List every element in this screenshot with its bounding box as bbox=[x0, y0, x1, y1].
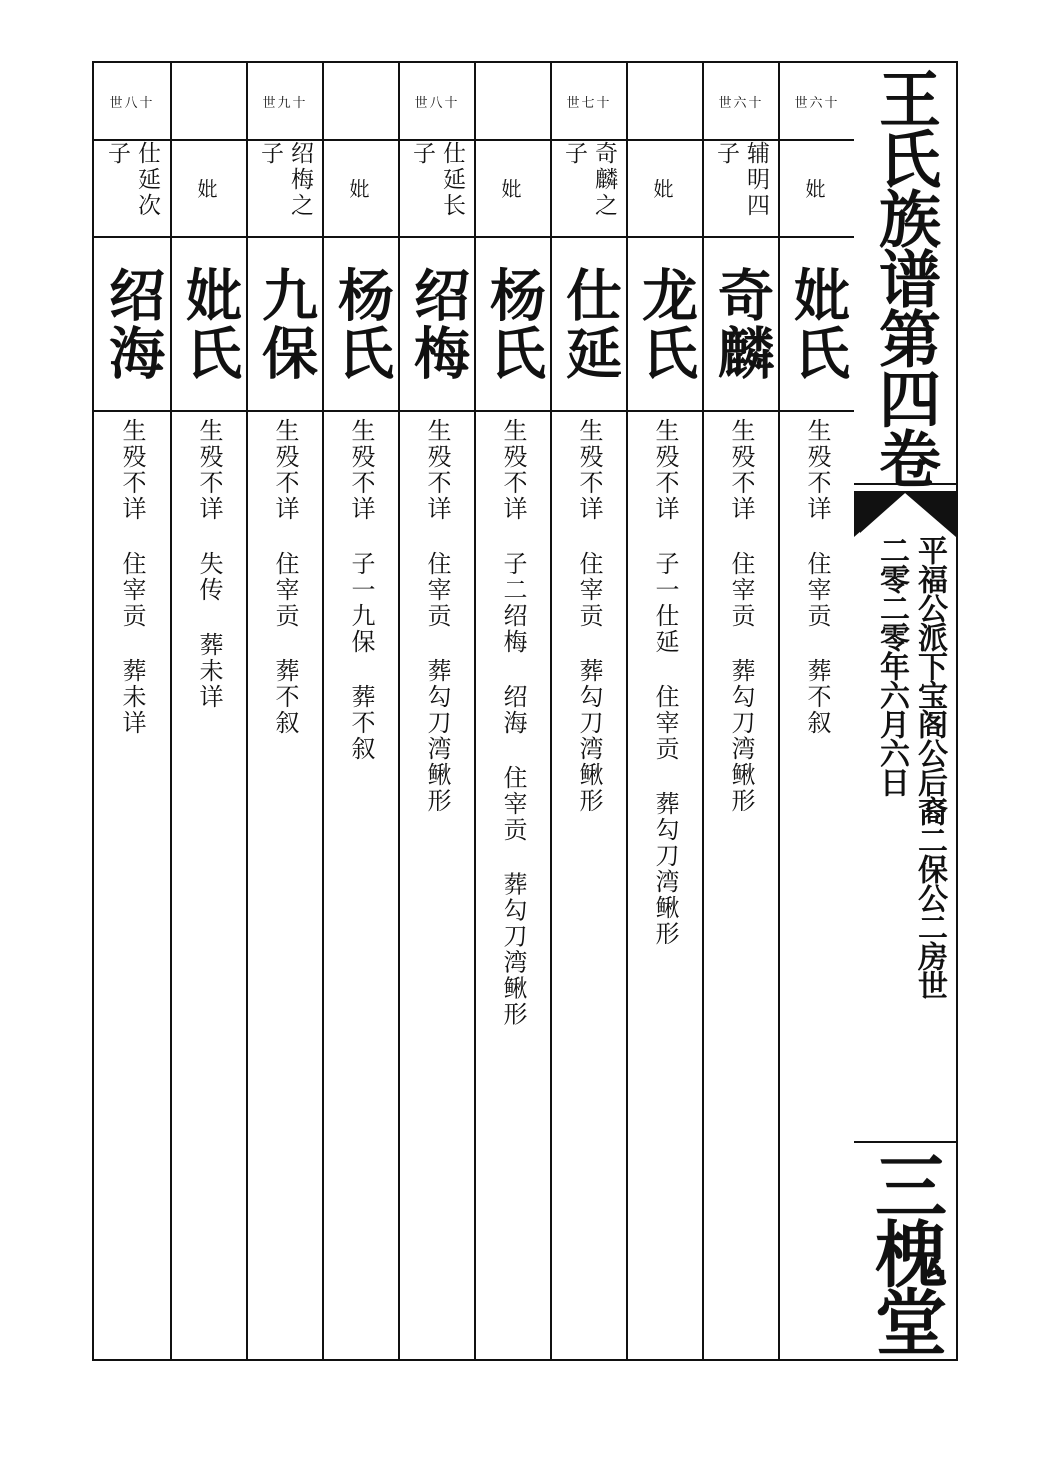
relation-text: 妣 bbox=[501, 176, 525, 201]
relation-cell bbox=[704, 141, 778, 238]
person-name: 杨氏 bbox=[481, 266, 546, 382]
person-detail bbox=[476, 418, 550, 1359]
person-detail-text: 生殁不详 子一仕延 住宰贡 葬勾刀湾鳅形 bbox=[651, 418, 679, 947]
person-detail-text: 生殁不详 住宰贡 葬勾刀湾鳅形 bbox=[423, 418, 451, 814]
person-name: 九保 bbox=[253, 266, 318, 382]
relation-cell bbox=[628, 141, 702, 238]
person-name-cell bbox=[780, 238, 854, 412]
generation-label bbox=[324, 63, 398, 141]
person-name: 奇麟 bbox=[709, 266, 774, 382]
person-detail bbox=[704, 418, 778, 1359]
person-name: 妣氏 bbox=[177, 266, 242, 382]
person-detail-text: 生殁不详 住宰贡 葬不叙 bbox=[803, 418, 831, 736]
genealogy-column bbox=[778, 63, 854, 1359]
person-detail-text: 生殁不详 住宰贡 葬不叙 bbox=[271, 418, 299, 736]
relation-cell bbox=[172, 141, 246, 238]
title-panel bbox=[854, 63, 956, 1359]
person-detail bbox=[628, 418, 702, 1359]
person-detail bbox=[400, 418, 474, 1359]
person-name-cell bbox=[476, 238, 550, 412]
divider bbox=[854, 483, 956, 485]
subtitle-line-1: 平福公派下宝阁公后裔二保公二房世 bbox=[912, 535, 947, 999]
relation-text: 妣 bbox=[805, 176, 829, 201]
relation-text: 奇麟之子 bbox=[561, 141, 617, 219]
relation-cell bbox=[552, 141, 626, 238]
generation-label bbox=[628, 63, 702, 141]
generation-label: 世八十 bbox=[94, 63, 170, 141]
person-detail-text: 生殁不详 子二绍梅 绍海 住宰贡 葬勾刀湾鳅形 bbox=[499, 418, 527, 1028]
black-chevron-ornament bbox=[854, 493, 956, 539]
relation-text: 仕延长子 bbox=[409, 141, 465, 219]
generation-label bbox=[476, 63, 550, 141]
relation-cell bbox=[780, 141, 854, 238]
person-name: 妣氏 bbox=[785, 266, 850, 382]
person-detail bbox=[172, 418, 246, 1359]
subtitle-line-2: 二零二零年六月六日 bbox=[874, 535, 909, 796]
genealogy-column bbox=[550, 63, 626, 1359]
generation-label: 世六十 bbox=[780, 63, 854, 141]
relation-text: 妣 bbox=[653, 176, 677, 201]
person-detail-text: 生殁不详 住宰贡 葬未详 bbox=[118, 418, 146, 736]
genealogy-column bbox=[626, 63, 702, 1359]
relation-text: 辅明四子 bbox=[713, 141, 769, 219]
genealogy-column bbox=[474, 63, 550, 1359]
person-name-cell bbox=[628, 238, 702, 412]
person-name: 绍海 bbox=[100, 266, 165, 382]
genealogy-column bbox=[702, 63, 778, 1359]
person-name: 龙氏 bbox=[633, 266, 698, 382]
relation-text: 妣 bbox=[349, 176, 373, 201]
person-name: 杨氏 bbox=[329, 266, 394, 382]
hall-name bbox=[854, 1149, 956, 1359]
book-title bbox=[854, 67, 956, 487]
divider bbox=[854, 1141, 956, 1143]
person-detail bbox=[324, 418, 398, 1359]
generation-label: 世七十 bbox=[552, 63, 626, 141]
relation-cell bbox=[400, 141, 474, 238]
person-detail bbox=[780, 418, 854, 1359]
book-title-text: 王氏族谱第四卷 bbox=[868, 67, 942, 487]
relation-cell bbox=[248, 141, 322, 238]
genealogy-page-frame bbox=[92, 61, 958, 1361]
generation-label: 世九十 bbox=[248, 63, 322, 141]
person-name-cell bbox=[172, 238, 246, 412]
person-detail bbox=[94, 418, 170, 1359]
person-detail-text: 生殁不详 住宰贡 葬勾刀湾鳅形 bbox=[575, 418, 603, 814]
generation-label: 世六十 bbox=[704, 63, 778, 141]
person-detail-text: 生殁不详 失传 葬未详 bbox=[195, 418, 223, 710]
subtitle-block bbox=[872, 535, 948, 1095]
person-name-cell bbox=[552, 238, 626, 412]
person-name: 仕延 bbox=[557, 266, 622, 382]
person-detail-text: 生殁不详 子一九保 葬不叙 bbox=[347, 418, 375, 762]
generation-label: 世八十 bbox=[400, 63, 474, 141]
genealogy-column bbox=[398, 63, 474, 1359]
genealogy-column bbox=[94, 63, 170, 1359]
person-name-cell bbox=[248, 238, 322, 412]
relation-cell bbox=[476, 141, 550, 238]
person-name: 绍梅 bbox=[405, 266, 470, 382]
hall-name-text: 三槐堂 bbox=[863, 1149, 948, 1353]
relation-text: 绍梅之子 bbox=[257, 141, 313, 219]
relation-cell bbox=[324, 141, 398, 238]
genealogy-column bbox=[246, 63, 322, 1359]
person-detail bbox=[248, 418, 322, 1359]
relation-text: 妣 bbox=[197, 176, 221, 201]
person-name-cell bbox=[704, 238, 778, 412]
person-name-cell bbox=[94, 238, 170, 412]
person-detail bbox=[552, 418, 626, 1359]
generation-label bbox=[172, 63, 246, 141]
relation-cell bbox=[94, 141, 170, 238]
person-detail-text: 生殁不详 住宰贡 葬勾刀湾鳅形 bbox=[727, 418, 755, 814]
person-name-cell bbox=[324, 238, 398, 412]
person-name-cell bbox=[400, 238, 474, 412]
relation-text: 仕延次子 bbox=[104, 141, 160, 219]
genealogy-column bbox=[322, 63, 398, 1359]
genealogy-column bbox=[170, 63, 246, 1359]
